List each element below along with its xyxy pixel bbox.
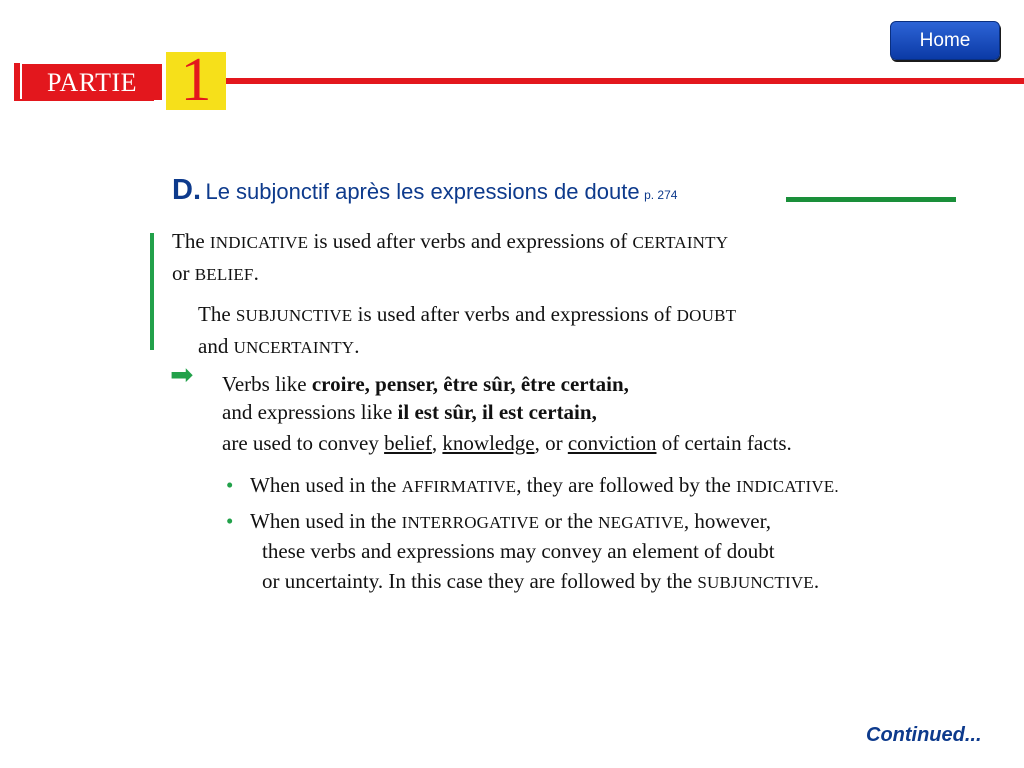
text: The bbox=[172, 229, 210, 253]
belief-word: belief bbox=[384, 431, 432, 455]
negative-term: NEGATIVE bbox=[598, 513, 684, 532]
text: . bbox=[813, 569, 820, 593]
text: , bbox=[431, 431, 443, 455]
subjunctive-paragraph bbox=[198, 299, 736, 363]
bullet-icon: • bbox=[226, 473, 234, 497]
text: . bbox=[834, 477, 839, 496]
right-arrow-icon: ➡ bbox=[170, 358, 194, 391]
text: When used in the bbox=[250, 509, 402, 533]
indicative-paragraph bbox=[172, 226, 728, 290]
text: or uncertainty. In this case they are followed by the bbox=[262, 569, 698, 593]
text: The bbox=[198, 302, 236, 326]
text: are used to convey bbox=[222, 431, 385, 455]
expressions-list: il est sûr, il est certain, bbox=[397, 400, 597, 424]
verbs-line-2 bbox=[222, 398, 792, 426]
doubt-term: DOUBT bbox=[676, 306, 737, 325]
bullet-interrogative-negative bbox=[226, 506, 771, 538]
bullet-affirmative bbox=[226, 470, 839, 502]
interrogative-term: INTERROGATIVE bbox=[401, 513, 540, 532]
bullet-icon: • bbox=[226, 509, 234, 533]
title-underline-rule bbox=[786, 197, 956, 202]
title-letter: D. bbox=[172, 174, 201, 206]
affirmative-term: AFFIRMATIVE bbox=[401, 477, 517, 496]
text: . bbox=[253, 261, 259, 285]
text: and bbox=[198, 334, 234, 358]
text: , they are followed by the bbox=[516, 473, 737, 497]
bullet-continuation-line-2 bbox=[262, 566, 819, 598]
text: . bbox=[354, 334, 360, 358]
text: is used after verbs and expressions of bbox=[308, 229, 633, 253]
home-button[interactable]: Home bbox=[890, 21, 1000, 60]
text: or the bbox=[539, 509, 599, 533]
verbs-line-1 bbox=[222, 370, 792, 398]
verbs-line-3 bbox=[222, 426, 792, 460]
text: or bbox=[172, 261, 195, 285]
indicative-term: INDICATIVE bbox=[209, 233, 309, 252]
indicative-term: INDICATIVE bbox=[736, 477, 835, 496]
text: and expressions like bbox=[222, 400, 398, 424]
conviction-word: conviction bbox=[567, 431, 657, 455]
text: When used in the bbox=[250, 473, 402, 497]
part-number: 1 bbox=[180, 46, 212, 114]
text: , or bbox=[534, 431, 568, 455]
subjunctive-line-2 bbox=[198, 331, 736, 363]
indicative-line-2 bbox=[172, 258, 728, 290]
slide-title bbox=[172, 174, 792, 207]
knowledge-word: knowledge bbox=[442, 431, 535, 455]
text: Verbs like bbox=[222, 372, 312, 396]
verbs-list: croire, penser, être sûr, être certain, bbox=[311, 372, 629, 396]
subjunctive-line-1 bbox=[198, 299, 736, 331]
partie-label: PARTIE bbox=[22, 64, 162, 100]
bullet-continuation-line-1: these verbs and expressions may convey an element of doubt bbox=[262, 539, 775, 563]
title-page-ref: p. 274 bbox=[644, 188, 678, 202]
text: is used after verbs and expressions of bbox=[352, 302, 677, 326]
uncertainty-term: UNCERTAINTY bbox=[233, 338, 355, 357]
subjunctive-term: SUBJUNCTIVE bbox=[235, 306, 353, 325]
certainty-term: CERTAINTY bbox=[632, 233, 729, 252]
belief-term: BELIEF bbox=[194, 265, 254, 284]
indicative-line-1 bbox=[172, 226, 728, 258]
text: , however, bbox=[683, 509, 772, 533]
green-vertical-bar bbox=[150, 233, 154, 350]
bullet-continuation bbox=[262, 536, 819, 598]
subjunctive-term: SUBJUNCTIVE bbox=[697, 573, 814, 592]
text: of certain facts. bbox=[656, 431, 792, 455]
continued-link[interactable]: Continued... bbox=[866, 724, 982, 746]
verbs-paragraph bbox=[222, 370, 792, 460]
title-text: Le subjonctif après les expressions de doute bbox=[205, 179, 640, 204]
